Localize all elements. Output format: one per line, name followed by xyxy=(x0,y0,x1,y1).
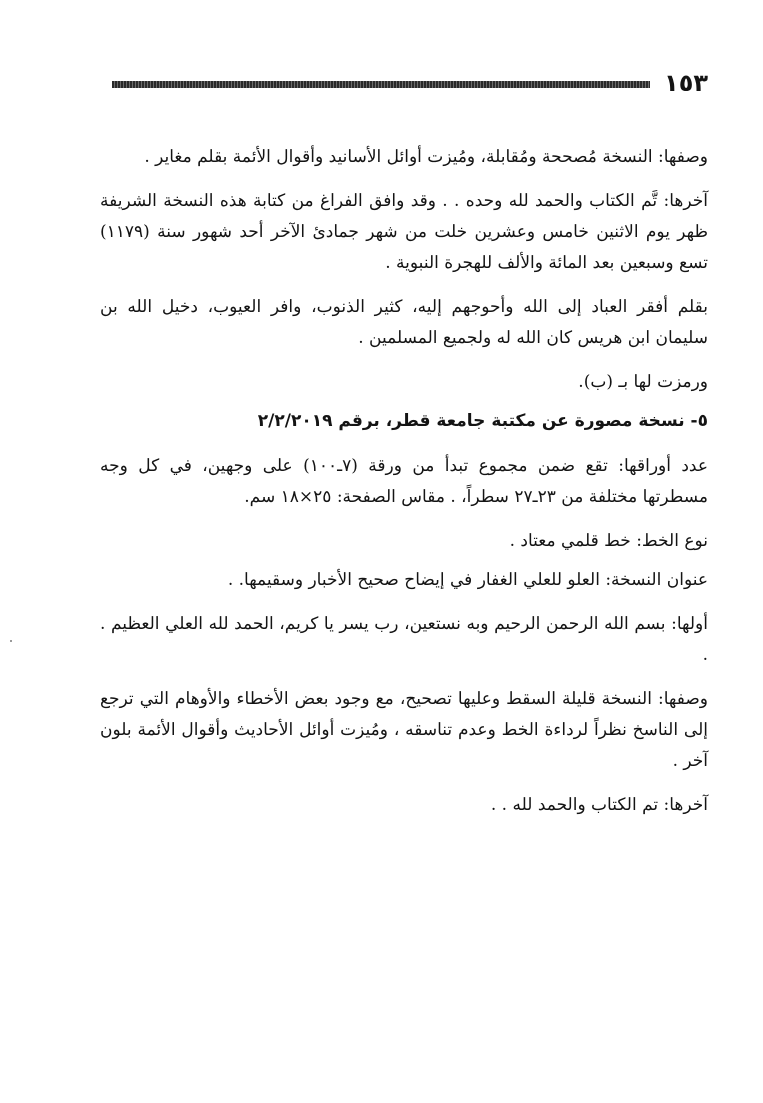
section-heading: ٥- نسخة مصورة عن مكتبة جامعة قطر، برقم ٢/٢/٢٠١٩ xyxy=(257,411,708,431)
paragraph-colophon: آخرها: تَّم الكتاب والحمد لله وحده . . وقد وافق الفراغ من كتابة هذه النسخة الشريفة ظهر يوم الاثنين خامس وعشرين خلت من شهر جمادئ الآخر أحد شهور سنة (١١٧٩) تسع وسبعين بعد المائة والألف للهجرة النبوية . xyxy=(100,191,708,273)
paragraph-incipit: أولها: بسم الله الرحمن الرحيم وبه نستعين، رب يسر يا كريم، الحمد لله العلي العظيم . . xyxy=(100,614,708,665)
paragraph-description-2: وصفها: النسخة قليلة السقط وعليها تصحيح، مع وجود بعض الأخطاء والأوهام التي ترجع إلى الناسخ نظراً لرداءة الخط وعدم تناسقه ، ومُيزت أوائل الأحاديث وأقوال الأئمة بلون آخر . xyxy=(100,689,708,771)
margin-speck xyxy=(10,640,12,642)
paragraph-script-type: نوع الخط: خط قلمي معتاد . xyxy=(509,531,708,551)
page-header xyxy=(112,68,708,98)
paragraph-symbol: ورمزت لها بـ (ب). xyxy=(578,372,708,392)
paragraph-title: عنوان النسخة: العلو للعلي الغفار في إيضاح صحيح الأخبار وسقيمها. . xyxy=(227,570,708,590)
page-number: ١٥٣ xyxy=(664,69,708,97)
paragraph-explicit: آخرها: تم الكتاب والحمد لله . . xyxy=(490,795,708,815)
paragraph-scribe: بقلم أفقر العباد إلى الله وأحوجهم إليه، كثير الذنوب، وافر العيوب، دخيل الله بن سليمان ابن هريس كان الله له ولجميع المسلمين . xyxy=(100,297,708,348)
paragraph-description: وصفها: النسخة مُصححة ومُقابلة، ومُيزت أوائل الأسانيد وأقوال الأئمة بقلم مغاير . xyxy=(144,147,708,167)
header-rule xyxy=(112,81,650,88)
paragraph-folio-count: عدد أوراقها: تقع ضمن مجموع تبدأ من ورقة (٧ـ١٠٠) على وجهين، في كل وجه مسطرتها مختلفة من ٢٣ـ٢٧ سطراً، . مقاس الصفحة: ٢٥×١٨ سم. xyxy=(100,456,708,507)
page-body xyxy=(100,142,708,834)
